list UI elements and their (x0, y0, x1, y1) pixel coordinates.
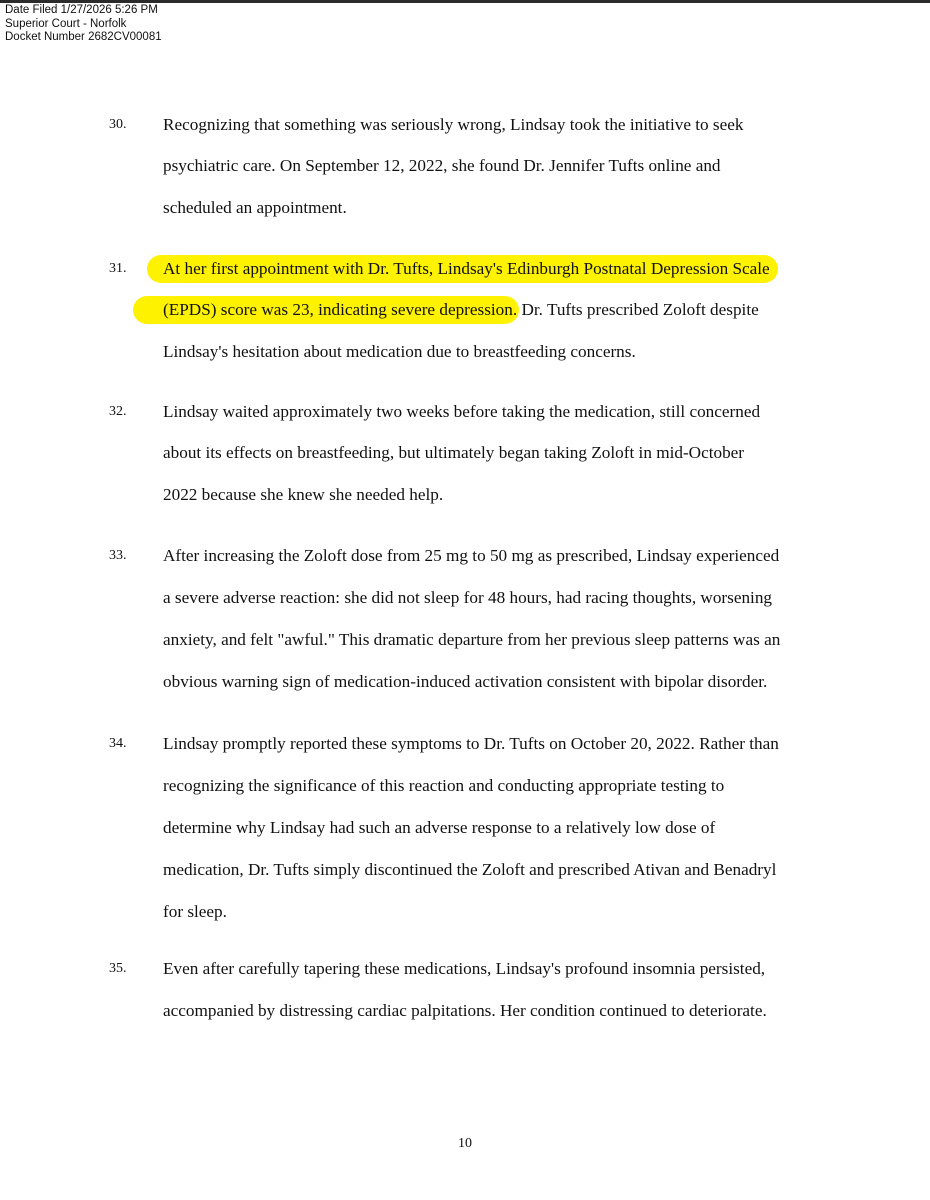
paragraph-line: 2022 because she knew she needed help. (163, 485, 444, 504)
paragraph-line: accompanied by distressing cardiac palpitations. Her condition continued to deteriorate. (163, 1001, 767, 1020)
paragraph-line: for sleep. (163, 902, 227, 921)
line-text: Dr. Tufts prescribed Zoloft despite (517, 300, 759, 319)
paragraph-line: anxiety, and felt "awful." This dramatic departure from her previous sleep patterns was an (163, 630, 781, 649)
paragraph-line: psychiatric care. On September 12, 2022, she found Dr. Jennifer Tufts online and (163, 156, 721, 175)
paragraph-number: 35. (109, 961, 127, 976)
paragraph-line: Lindsay's hesitation about medication due to breastfeeding concerns. (163, 342, 636, 361)
paragraph-line: obvious warning sign of medication-induced activation consistent with bipolar disorder. (163, 672, 768, 691)
paragraph-line: recognizing the significance of this reaction and conducting appropriate testing to (163, 776, 725, 795)
date-filed: Date Filed 1/27/2026 5:26 PM (5, 4, 158, 16)
paragraph-line: Lindsay waited approximately two weeks before taking the medication, still concerned (163, 402, 761, 421)
paragraph-number: 34. (109, 736, 127, 751)
paragraph-line: a severe adverse reaction: she did not sleep for 48 hours, had racing thoughts, worsening (163, 588, 773, 607)
top-border (0, 0, 930, 3)
paragraph-line: scheduled an appointment. (163, 198, 347, 217)
paragraph-line: determine why Lindsay had such an adverse response to a relatively low dose of (163, 818, 716, 837)
paragraph-number: 31. (109, 261, 127, 276)
paragraph-line (163, 289, 759, 331)
paragraph-line: After increasing the Zoloft dose from 25 mg to 50 mg as prescribed, Lindsay experienced (163, 546, 780, 565)
paragraph-line: Lindsay promptly reported these symptoms to Dr. Tufts on October 20, 2022. Rather than (163, 734, 779, 753)
paragraph-number: 30. (109, 117, 127, 132)
filing-stamp (5, 4, 162, 45)
paragraph-number: 33. (109, 548, 127, 563)
paragraph-number: 32. (109, 404, 127, 419)
paragraph-line (163, 248, 770, 290)
paragraph-line: medication, Dr. Tufts simply discontinued the Zoloft and prescribed Ativan and Benadryl (163, 860, 777, 879)
page-number: 10 (458, 1136, 472, 1151)
highlighted-text: At her first appointment with Dr. Tufts, Lindsay's Edinburgh Postnatal Depression Scale (163, 255, 770, 283)
paragraph-line: Even after carefully tapering these medications, Lindsay's profound insomnia persisted, (163, 959, 766, 978)
paragraph-line: Recognizing that something was seriously wrong, Lindsay took the initiative to seek (163, 115, 744, 134)
highlighted-text: (EPDS) score was 23, indicating severe depression. (163, 296, 517, 324)
docket-number: Docket Number 2682CV00081 (5, 31, 162, 43)
court-name: Superior Court - Norfolk (5, 17, 127, 30)
paragraph-line: about its effects on breastfeeding, but ultimately began taking Zoloft in mid-October (163, 443, 745, 462)
